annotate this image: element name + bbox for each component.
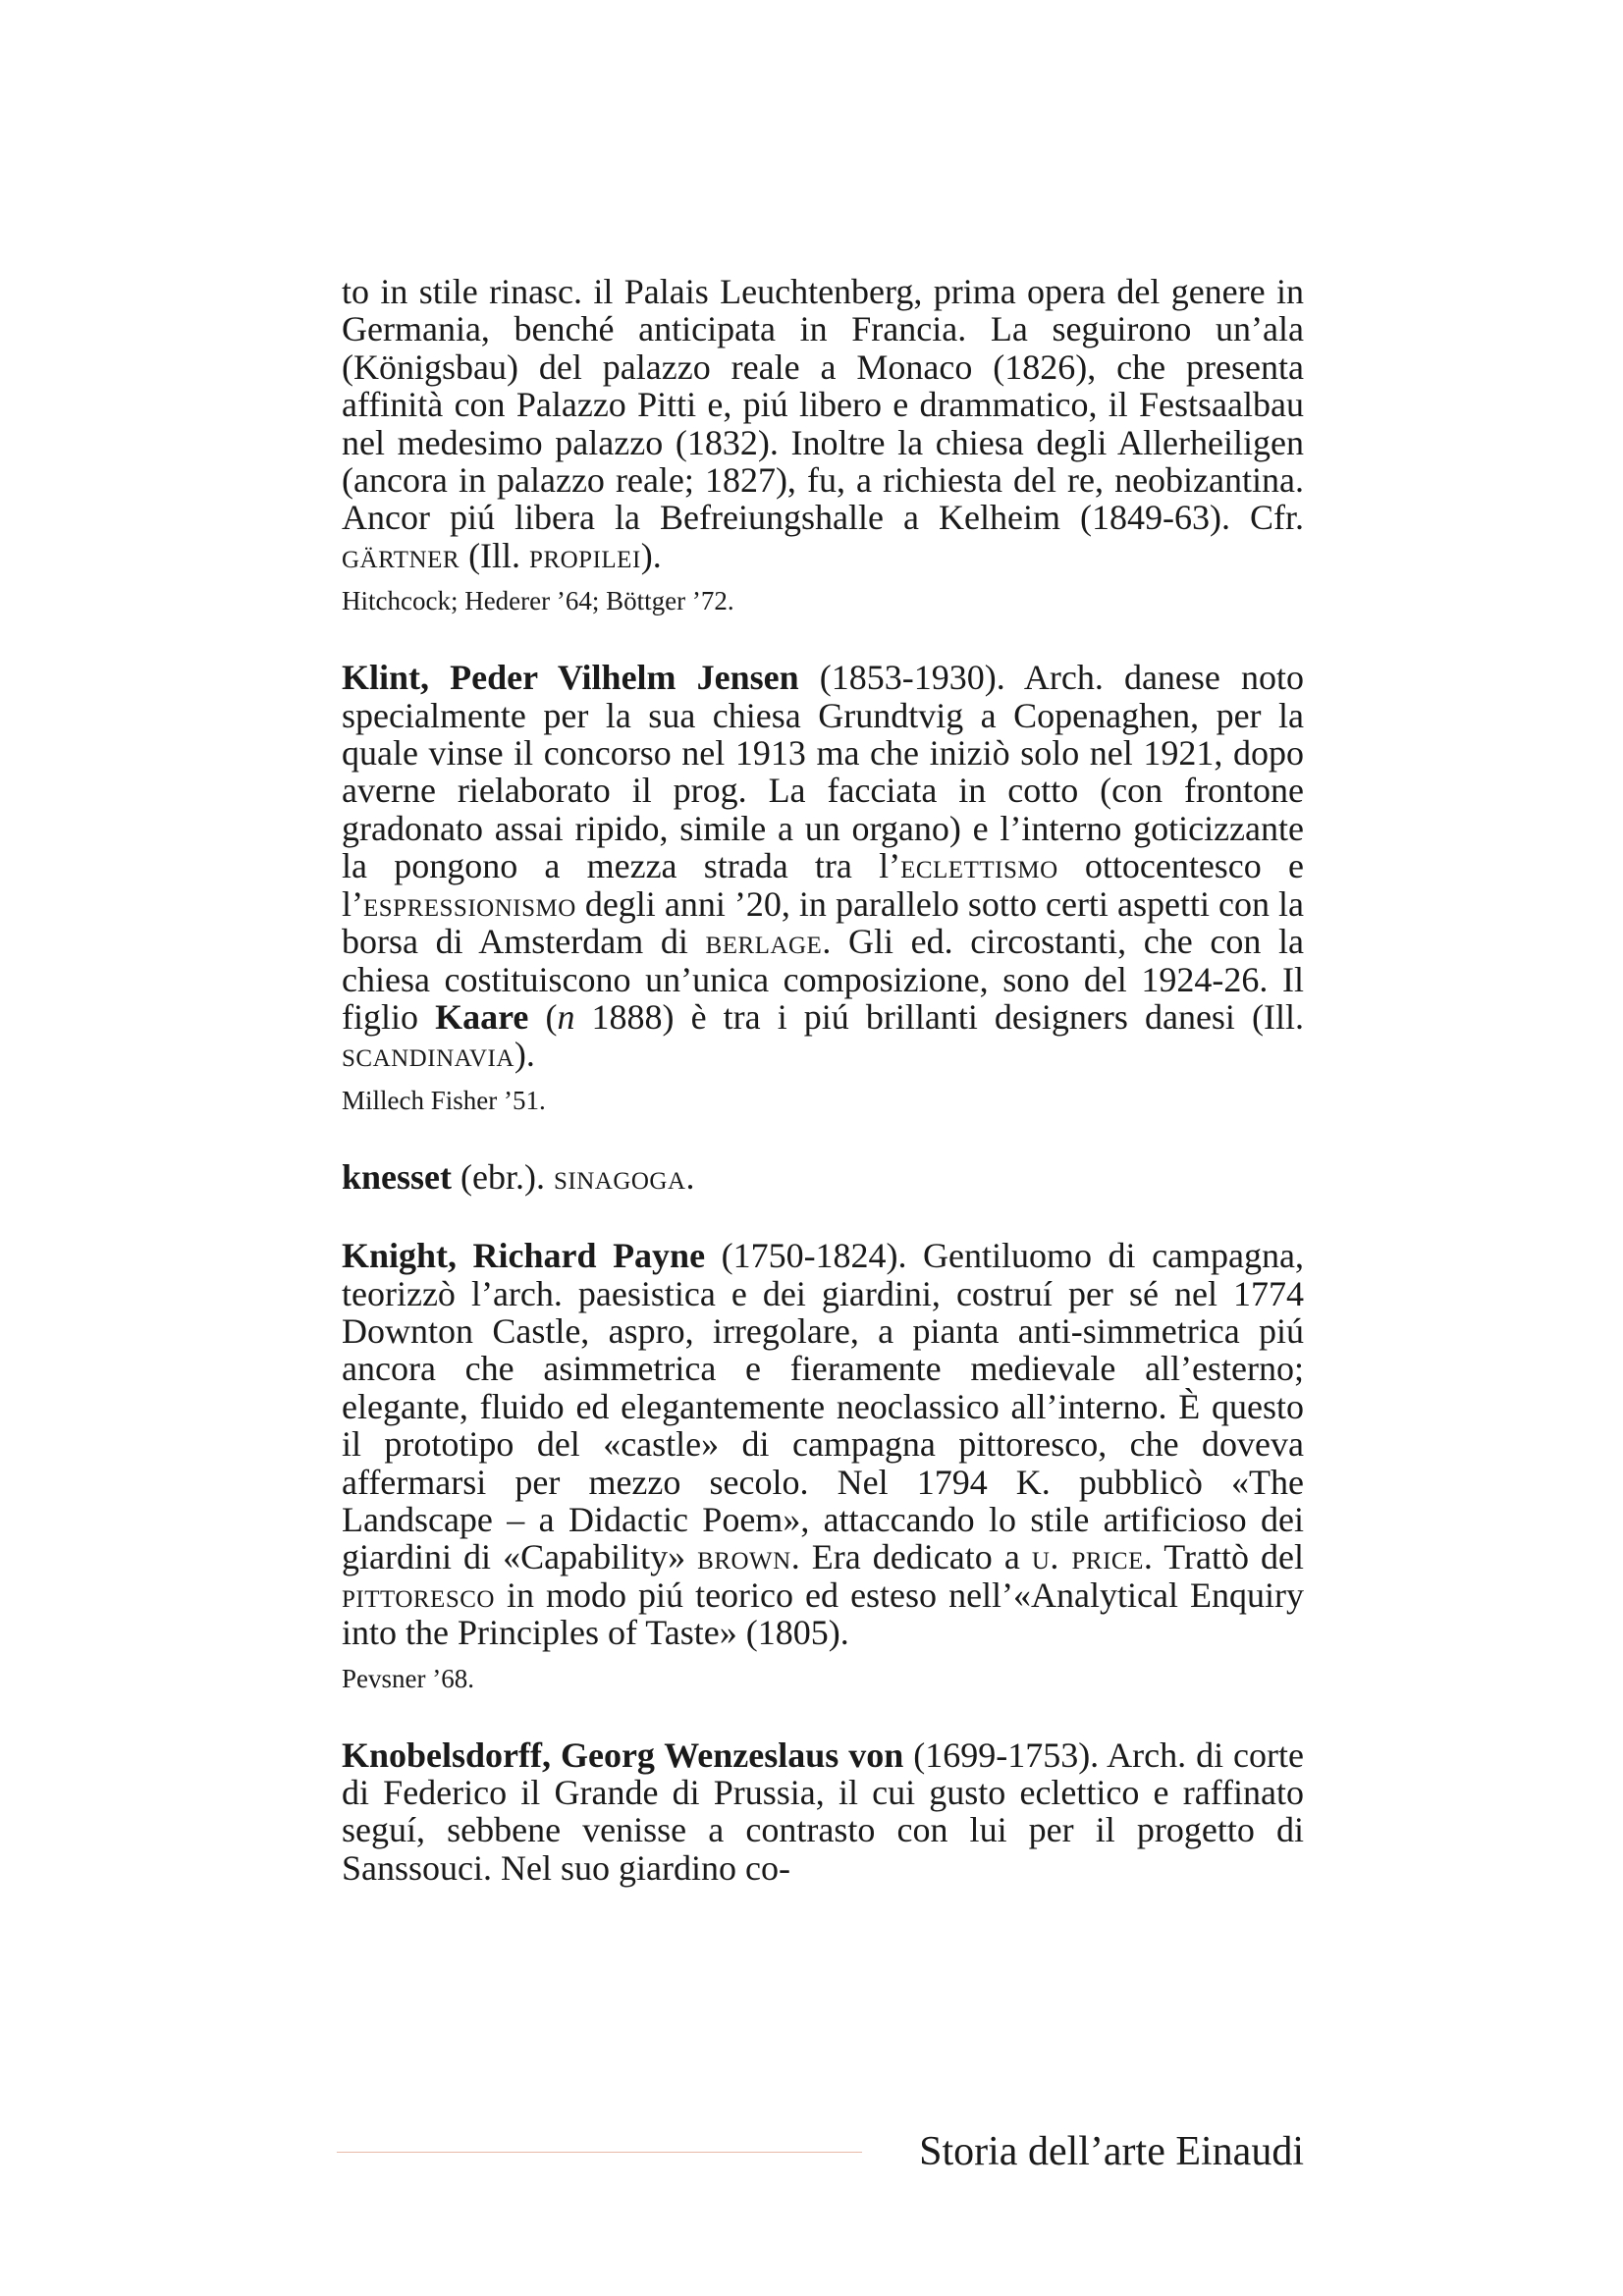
cross-reference: u. price <box>1031 1537 1144 1577</box>
entry-headword: Klint, Peder Vilhelm Jensen <box>342 658 799 698</box>
dictionary-entry <box>342 1736 1304 1888</box>
italic-abbrev: n <box>557 996 575 1037</box>
entry-text: (1699-1753). Arch. di corte di Federico il Grande di Prussia, il cui gusto eclettico e raffinato seguí, sebbene venisse a contrasto con lui per il progetto di Sanssouci. Nel suo giardino co- <box>342 1735 1304 1888</box>
entry-headword: knesset <box>342 1156 453 1197</box>
entry-text: . Era dedicato a <box>790 1537 1032 1577</box>
cross-reference: espressionismo <box>363 883 576 924</box>
entry-text: 1888) è tra i piú brillanti designers danesi (Ill. <box>574 996 1304 1037</box>
cross-reference: berlage <box>705 922 823 962</box>
sub-headword: Kaare <box>435 996 529 1037</box>
entry-text: to in stile rinasc. il Palais Leuchtenberg, prima opera del genere in Germania, benché anticipata in Francia. La seguirono un’ala (Königsbau) del palazzo reale a Monaco (1826), che presenta affinità con Palazzo Pitti e, piú libero e drammatico, il Festsaalbau nel medesimo palazzo (1832). Inoltre la chiesa degli Allerheiligen (ancora in palazzo reale; 1827), fu, a richiesta del re, neobizantina. Ancor piú libera la Befreiungshalle a Kelheim (1849-63). Cfr. <box>342 272 1304 538</box>
entry-text: . Gli ed. circostanti, che con la chiesa costituiscono un’unica composizione, sono del 1924-26. Il figlio <box>342 922 1305 1037</box>
entry-text: (1853-1930). Arch. danese noto specialmente per la sua chiesa Grundtvig a Copenaghen, per la quale vinse il concorso nel 1913 ma che iniziò solo nel 1921, dopo averne rielaborato il prog. La facciata in cotto (con frontone gradonato assai ripido, simile a un organo) e l’interno goticizzante la pongono a mezza strada tra l’ <box>342 658 1305 886</box>
cross-reference: brown <box>697 1537 791 1577</box>
cross-reference: pittoresco <box>342 1575 495 1615</box>
entry-text: ottocentesco e l’ <box>342 846 1304 924</box>
footer-title: Storia dell’arte Einaudi <box>919 2129 1304 2174</box>
entry-text: in modo piú teorico ed esteso nell’«Analytical Enquiry into the Principles of Taste» (1805). <box>342 1575 1304 1653</box>
entry-bibliography: Millech Fisher ’51. <box>342 1085 546 1115</box>
entry-text: . <box>685 1156 695 1197</box>
cross-reference: scandinavia <box>342 1035 514 1075</box>
entry-headword: Knight, Richard Payne <box>342 1236 706 1276</box>
footer-rule <box>337 2152 862 2153</box>
cross-reference: gärtner <box>342 535 460 575</box>
dictionary-text-column <box>342 273 1304 1887</box>
entry-text: . Trattò del <box>1143 1537 1305 1577</box>
entry-text: ). <box>640 535 662 575</box>
entry-text: (ebr.). <box>452 1156 554 1197</box>
cross-reference: sinagoga <box>553 1156 686 1197</box>
cross-reference: eclettismo <box>900 846 1058 886</box>
dictionary-entry <box>342 1237 1304 1651</box>
dictionary-entry <box>342 659 1304 1073</box>
entry-headword: Knobelsdorff, Georg Wenzeslaus von <box>342 1735 904 1775</box>
entry-text: (Ill. <box>460 535 530 575</box>
cross-reference: propilei <box>529 535 641 575</box>
page-footer <box>337 2122 1304 2181</box>
entry-bibliography: Pevsner ’68. <box>342 1663 474 1693</box>
entry-text: ). <box>514 1035 535 1075</box>
entry-continuation <box>342 273 1304 574</box>
entry-text: ( <box>528 996 558 1037</box>
entry-text: (1750-1824). Gentiluomo di campagna, teorizzò l’arch. paesistica e dei giardini, costruí per sé nel 1774 Downton Castle, aspro, irregolare, a pianta anti-simmetrica piú ancora che asimmetrica e fieramente medievale all’esterno; elegante, fluido ed elegantemente neoclassico all’interno. È questo il prototipo del «castle» di campagna pittoresco, che doveva affermarsi per mezzo secolo. Nel 1794 K. pubblicò «The Landscape – a Didactic Poem», attaccando lo stile artificioso dei giardini di «Capability» <box>342 1236 1304 1577</box>
dictionary-entry <box>342 1158 1304 1196</box>
entry-text: degli anni ’20, in parallelo sotto certi aspetti con la borsa di Amsterdam di <box>342 883 1304 962</box>
entry-bibliography: Hitchcock; Hederer ’64; Böttger ’72. <box>342 586 734 616</box>
